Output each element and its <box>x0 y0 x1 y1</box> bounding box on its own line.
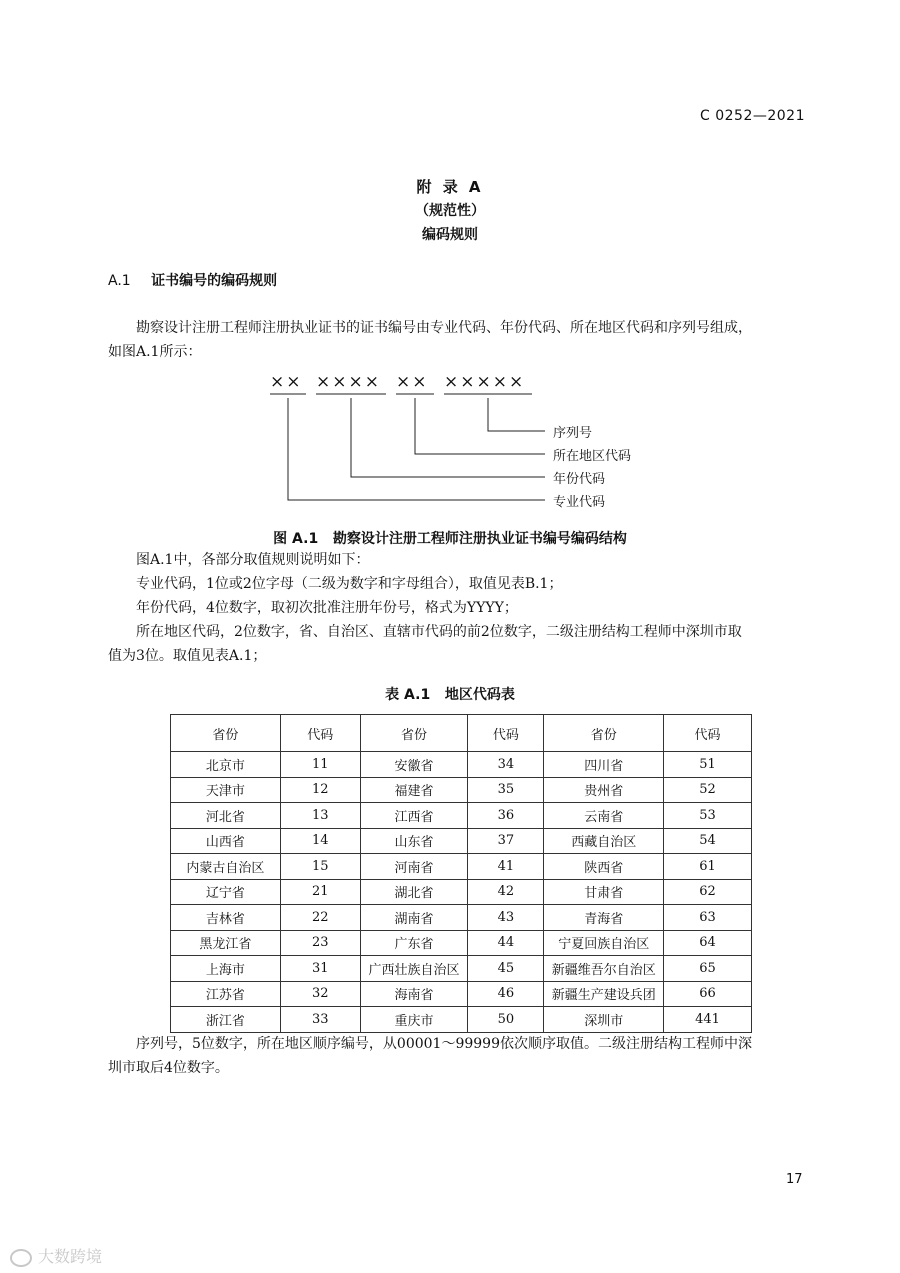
section-number: A.1 <box>108 273 131 289</box>
province-cell: 黑龙江省 <box>171 930 281 956</box>
appendix-subtitle: 编码规则 <box>422 227 478 243</box>
serial-rule-line-1: 序列号，5位数字，所在地区顺序编号，从00001～99999依次顺序取值。二级注册结构工程师中深 <box>136 1036 752 1052</box>
connector-serial <box>488 398 545 431</box>
code-cell: 51 <box>664 752 752 778</box>
province-cell: 青海省 <box>544 905 664 931</box>
table-row <box>171 828 752 854</box>
code-cell: 45 <box>468 956 544 982</box>
rule-year: 年份代码，4位数字，取初次批准注册年份号，格式为YYYY； <box>136 600 518 616</box>
table-row <box>171 905 752 931</box>
rule-major: 专业代码，1位或2位字母（二级为数字和字母组合），取值见表B.1； <box>136 576 563 592</box>
appendix-title: 附 录 A <box>416 178 484 196</box>
province-cell: 天津市 <box>171 777 281 803</box>
code-cell: 61 <box>664 854 752 880</box>
appendix-nature: （规范性） <box>415 203 485 219</box>
province-cell: 深圳市 <box>544 1007 664 1033</box>
intro-line-2: 如图A.1所示： <box>108 344 202 360</box>
province-cell: 广东省 <box>360 930 468 956</box>
province-cell: 河北省 <box>171 803 281 829</box>
code-cell: 22 <box>280 905 360 931</box>
province-cell: 辽宁省 <box>171 879 281 905</box>
connector-year <box>351 398 545 477</box>
province-cell: 福建省 <box>360 777 468 803</box>
region-code-table <box>170 714 752 1033</box>
rule-region-line-1: 所在地区代码，2位数字，省、自治区、直辖市代码的前2位数字，二级注册结构工程师中深圳市取 <box>136 624 742 640</box>
code-cell: 441 <box>664 1007 752 1033</box>
code-cell: 63 <box>664 905 752 931</box>
code-cell: 15 <box>280 854 360 880</box>
watermark-logo-icon <box>10 1249 32 1267</box>
code-group-serial: ××××× <box>444 372 526 392</box>
table-row <box>171 879 752 905</box>
connector-region <box>415 398 545 454</box>
province-cell: 海南省 <box>360 981 468 1007</box>
province-cell: 内蒙古自治区 <box>171 854 281 880</box>
province-cell: 甘肃省 <box>544 879 664 905</box>
code-cell: 64 <box>664 930 752 956</box>
table-row <box>171 930 752 956</box>
province-cell: 云南省 <box>544 803 664 829</box>
serial-rule-line-2: 圳市取后4位数字。 <box>108 1060 229 1076</box>
standard-code: C 0252—2021 <box>700 108 805 124</box>
code-cell: 37 <box>468 828 544 854</box>
code-cell: 35 <box>468 777 544 803</box>
code-cell: 43 <box>468 905 544 931</box>
code-group-year: ×××× <box>316 372 381 392</box>
watermark-text: 大数跨境 <box>38 1247 103 1266</box>
connector-major <box>288 398 545 500</box>
province-cell: 安徽省 <box>360 752 468 778</box>
intro-paragraph <box>108 316 818 364</box>
table-row <box>171 1007 752 1033</box>
code-cell: 62 <box>664 879 752 905</box>
code-cell: 11 <box>280 752 360 778</box>
province-cell: 西藏自治区 <box>544 828 664 854</box>
code-cell: 66 <box>664 981 752 1007</box>
code-cell: 46 <box>468 981 544 1007</box>
label-year: 年份代码 <box>553 472 606 487</box>
code-cell: 21 <box>280 879 360 905</box>
rule-region-line-2: 值为3位。取值见表A.1； <box>108 648 267 664</box>
label-serial: 序列号 <box>553 426 593 441</box>
code-cell: 14 <box>280 828 360 854</box>
code-cell: 50 <box>468 1007 544 1033</box>
section-title: 证书编号的编码规则 <box>151 273 278 289</box>
code-cell: 42 <box>468 879 544 905</box>
code-cell: 33 <box>280 1007 360 1033</box>
code-cell: 44 <box>468 930 544 956</box>
code-cell: 34 <box>468 752 544 778</box>
province-cell: 湖南省 <box>360 905 468 931</box>
code-group-major: ×× <box>270 372 303 392</box>
header-province: 省份 <box>171 715 281 752</box>
code-cell: 13 <box>280 803 360 829</box>
header-code: 代码 <box>468 715 544 752</box>
code-cell: 32 <box>280 981 360 1007</box>
province-cell: 新疆维吾尔自治区 <box>544 956 664 982</box>
table-row <box>171 981 752 1007</box>
province-cell: 江苏省 <box>171 981 281 1007</box>
diagram-connectors <box>0 370 900 520</box>
header-code: 代码 <box>280 715 360 752</box>
table-row <box>171 777 752 803</box>
province-cell: 浙江省 <box>171 1007 281 1033</box>
label-region: 所在地区代码 <box>553 449 632 464</box>
rules-intro: 图A.1中，各部分取值规则说明如下： <box>136 552 370 568</box>
province-cell: 山西省 <box>171 828 281 854</box>
code-cell: 54 <box>664 828 752 854</box>
watermark <box>10 1244 102 1267</box>
figure-caption: 图 A.1 勘察设计注册工程师注册执业证书编号编码结构 <box>273 531 627 547</box>
code-structure-diagram <box>0 370 900 520</box>
province-cell: 北京市 <box>171 752 281 778</box>
code-cell: 65 <box>664 956 752 982</box>
label-major: 专业代码 <box>553 495 606 510</box>
intro-line-1: 勘察设计注册工程师注册执业证书的证书编号由专业代码、年份代码、所在地区代码和序列号组成， <box>136 320 752 336</box>
province-cell: 陕西省 <box>544 854 664 880</box>
province-cell: 新疆生产建设兵团 <box>544 981 664 1007</box>
table-row <box>171 752 752 778</box>
table-row <box>171 803 752 829</box>
header-province: 省份 <box>544 715 664 752</box>
header-code: 代码 <box>664 715 752 752</box>
code-cell: 23 <box>280 930 360 956</box>
table-caption: 表 A.1 地区代码表 <box>385 687 515 703</box>
code-group-region: ×× <box>396 372 429 392</box>
code-cell: 52 <box>664 777 752 803</box>
province-cell: 广西壮族自治区 <box>360 956 468 982</box>
province-cell: 江西省 <box>360 803 468 829</box>
province-cell: 四川省 <box>544 752 664 778</box>
code-cell: 41 <box>468 854 544 880</box>
table-row <box>171 956 752 982</box>
province-cell: 山东省 <box>360 828 468 854</box>
code-cell: 12 <box>280 777 360 803</box>
province-cell: 吉林省 <box>171 905 281 931</box>
code-cell: 31 <box>280 956 360 982</box>
table-row <box>171 854 752 880</box>
province-cell: 重庆市 <box>360 1007 468 1033</box>
table-body <box>171 752 752 1033</box>
province-cell: 宁夏回族自治区 <box>544 930 664 956</box>
rules-paragraph <box>108 548 818 668</box>
province-cell: 贵州省 <box>544 777 664 803</box>
section-heading <box>108 270 277 290</box>
province-cell: 河南省 <box>360 854 468 880</box>
code-cell: 36 <box>468 803 544 829</box>
page-number: 17 <box>786 1172 803 1187</box>
code-cell: 53 <box>664 803 752 829</box>
province-cell: 湖北省 <box>360 879 468 905</box>
table-header-row <box>171 715 752 752</box>
province-cell: 上海市 <box>171 956 281 982</box>
header-province: 省份 <box>360 715 468 752</box>
serial-rule-paragraph <box>108 1032 818 1080</box>
